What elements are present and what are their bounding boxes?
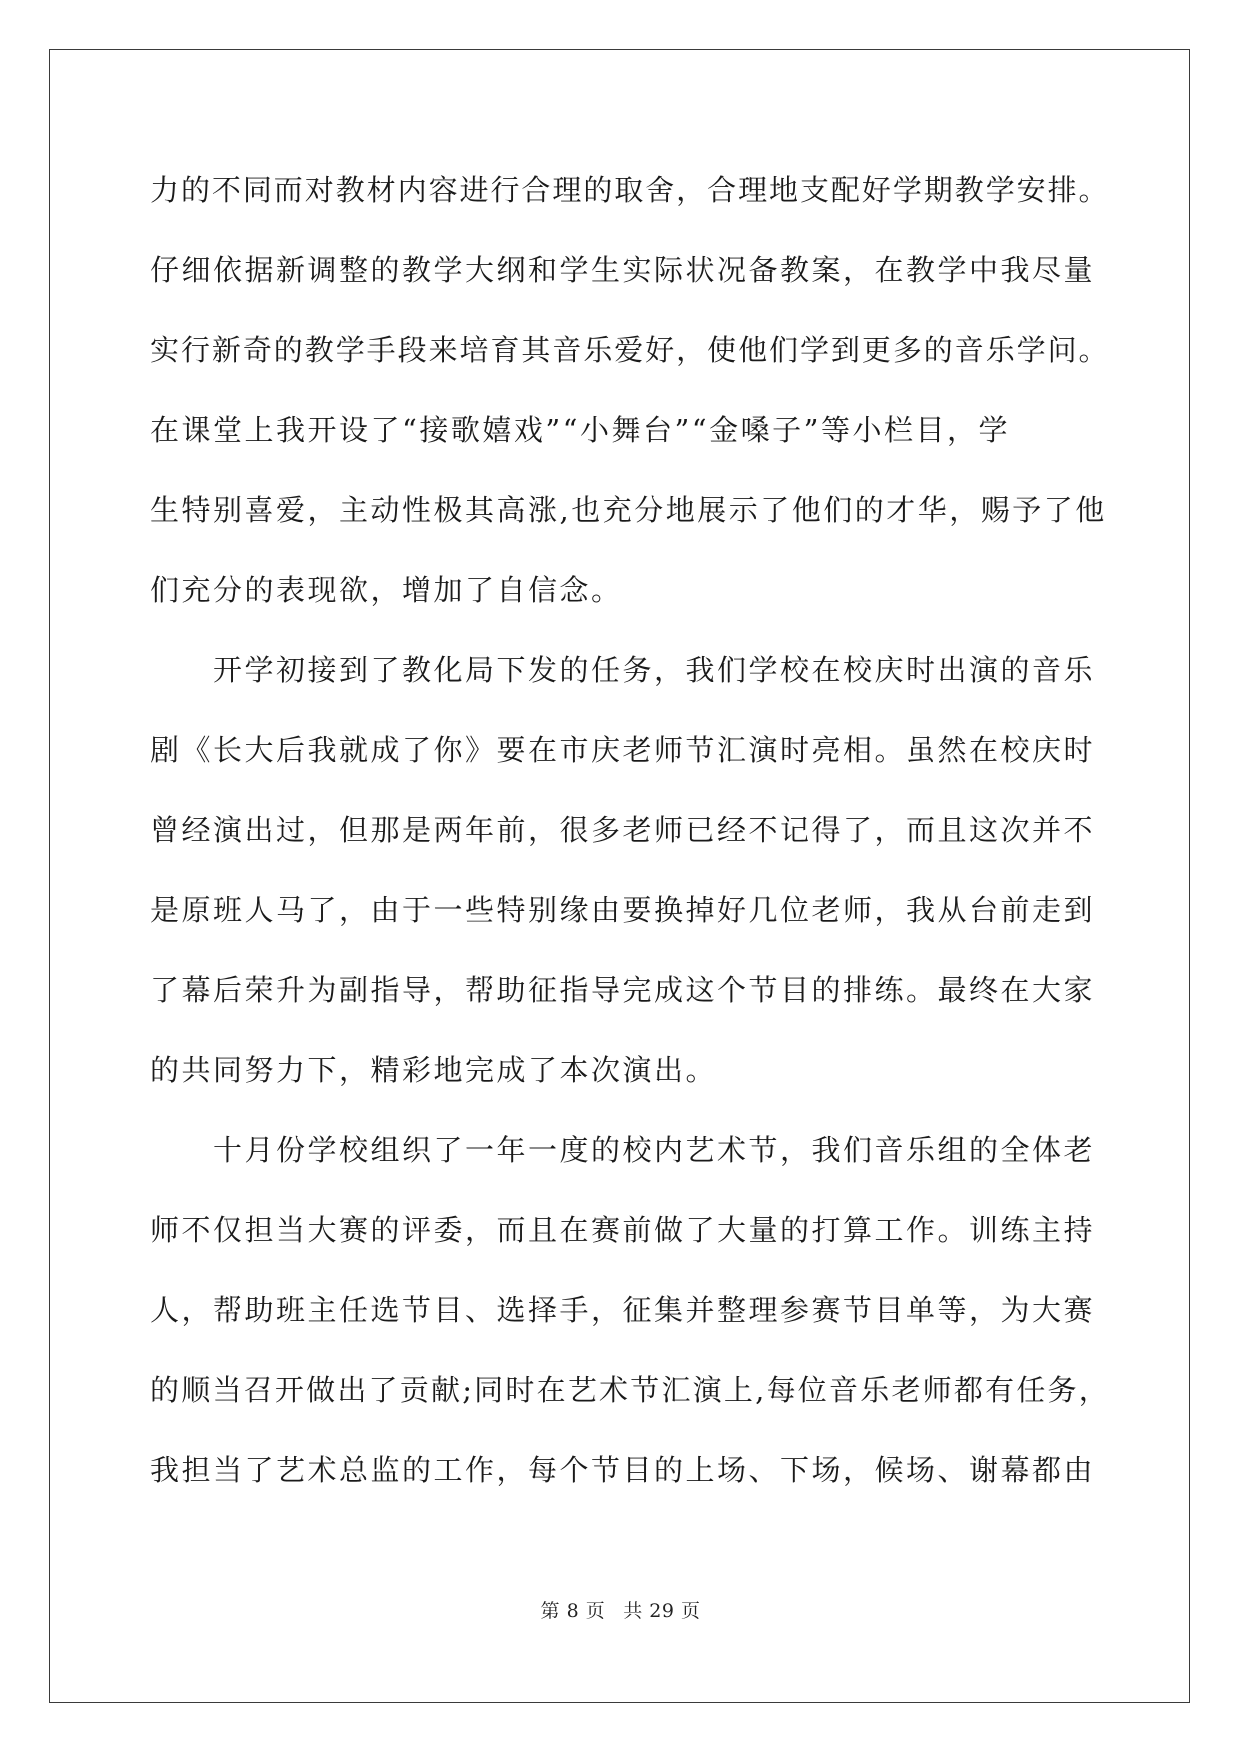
text-line: 生特别喜爱，主动性极其高涨,也充分地展示了他们的才华，赐予了他 — [150, 493, 1107, 527]
text-line: 十月份学校组织了一年一度的校内艺术节，我们音乐组的全体老 — [213, 1133, 1096, 1167]
text-line: 人，帮助班主任选节目、选择手，征集并整理参赛节目单等，为大赛 — [150, 1293, 1096, 1327]
paragraph — [150, 1110, 1110, 1510]
paragraph — [150, 630, 1110, 1110]
text-line: 剧《长大后我就成了你》要在市庆老师节汇演时亮相。虽然在校庆时 — [150, 733, 1096, 767]
text-line: 曾经演出过，但那是两年前，很多老师已经不记得了，而且这次并不 — [150, 813, 1096, 847]
document-body — [150, 150, 1110, 1510]
page-footer — [0, 1596, 1241, 1623]
text-line: 师不仅担当大赛的评委，而且在赛前做了大量的打算工作。训练主持 — [150, 1213, 1096, 1247]
text-line: 力的不同而对教材内容进行合理的取舍，合理地支配好学期教学安排。 — [150, 173, 1110, 207]
page-total: 共 29 页 — [623, 1600, 701, 1622]
text-line: 在课堂上我开设了“接歌嬉戏”“小舞台”“金嗓子”等小栏目，学 — [150, 413, 1010, 447]
text-line: 的顺当召开做出了贡献;同时在艺术节汇演上,每位音乐老师都有任务， — [150, 1373, 1110, 1407]
text-line: 仔细依据新调整的教学大纲和学生实际状况备教案，在教学中我尽量 — [150, 253, 1096, 287]
text-line: 了幕后荣升为副指导，帮助征指导完成这个节目的排练。最终在大家 — [150, 973, 1096, 1007]
text-line: 我担当了艺术总监的工作，每个节目的上场、下场，候场、谢幕都由 — [150, 1453, 1096, 1487]
paragraph — [150, 150, 1110, 630]
text-line: 是原班人马了，由于一些特别缘由要换掉好几位老师，我从台前走到 — [150, 893, 1096, 927]
text-line: 们充分的表现欲，增加了自信念。 — [150, 573, 623, 607]
page-number: 第 8 页 — [540, 1600, 606, 1622]
text-line: 实行新奇的教学手段来培育其音乐爱好，使他们学到更多的音乐学问。 — [150, 333, 1110, 367]
text-line: 开学初接到了教化局下发的任务，我们学校在校庆时出演的音乐 — [213, 653, 1096, 687]
text-line: 的共同努力下，精彩地完成了本次演出。 — [150, 1053, 718, 1087]
